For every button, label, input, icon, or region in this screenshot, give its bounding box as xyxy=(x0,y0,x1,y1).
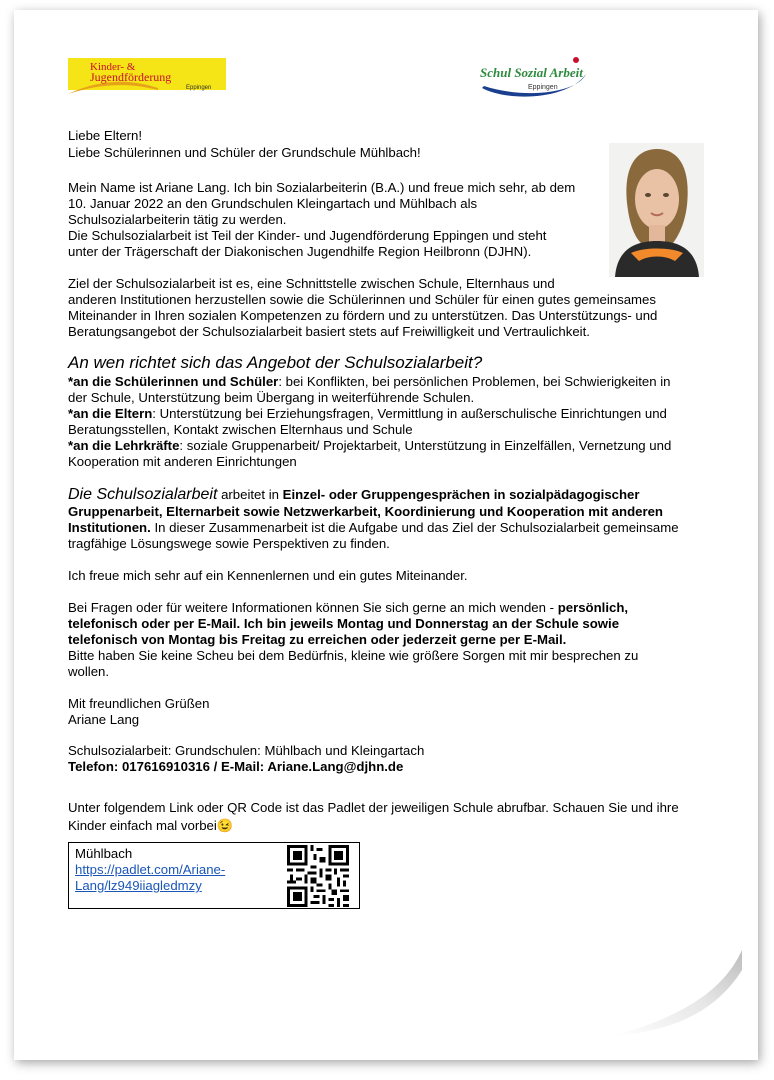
goal-line1: Ziel der Schulsozialarbeit ist es, eine Schnittstelle zwischen Schule, Elternhaus und xyxy=(68,276,555,291)
padlet-line2 xyxy=(68,818,233,834)
work-lead: Die Schulsozialarbeit xyxy=(68,486,218,503)
logo2-line1: Schul Sozial Arbeit xyxy=(480,65,583,80)
padlet-link-line1[interactable]: https://padlet.com/Ariane- xyxy=(75,862,226,877)
goal-line2: anderen Institutionen herzustellen sowie die Schülerinnen und Schüler für einen gutes gemeinsames xyxy=(68,292,656,307)
work-line3 xyxy=(68,520,679,536)
audience-students-line2: der Schule, Unterstützung beim Übergang in weiterführende Schulen. xyxy=(68,390,475,405)
work-l1-normal: arbeitet in xyxy=(217,487,283,502)
page-curl xyxy=(552,950,742,1040)
contact-line4: Bitte haben Sie keine Scheu bei dem Bedürfnis, kleine wie größere Sorgen mit mir besprechen zu xyxy=(68,648,639,663)
goal-line3: Miteinander in Ihren sozialen Kompetenzen zu fördern und zu unterstützen. Das Unterstützungs- und xyxy=(68,308,658,323)
greeting-line1: Liebe Eltern! xyxy=(68,128,143,143)
goal-line4: Beratungsangebot der Schulsozialarbeit basiert stets auf Freiwilligkeit und Vertraulichkeit. xyxy=(68,324,590,339)
contact-l1-bold: persönlich, xyxy=(557,600,629,615)
logo-line3: Eppingen xyxy=(186,85,212,91)
audience-parents-line2: Beratungsstellen, Kontakt zwischen Elternhaus und Schule xyxy=(68,422,413,437)
audience-students-line1 xyxy=(68,374,671,390)
footer-phone-email: Telefon: 017616910316 / E-Mail: Ariane.Lang@djhn.de xyxy=(68,759,404,774)
audience-parents-text: : Unterstützung bei Erziehungsfragen, Vermittlung in außerschulische Einrichtungen und xyxy=(152,406,667,421)
qr-code-icon[interactable] xyxy=(287,845,349,907)
wink-emoji-icon: 😉 xyxy=(216,818,234,833)
work-l3-normal: In dieser Zusammenarbeit ist die Aufgabe und das Ziel der Schulsozialarbeit gemeinsame xyxy=(150,520,679,535)
padlet-box-title: Mühlbach xyxy=(75,846,133,861)
padlet-line1: Unter folgendem Link oder QR Code ist das Padlet der jeweiligen Schule abrufbar. Schauen Sie und ihre xyxy=(68,800,679,815)
contact-line2: telefonisch oder per E-Mail. Ich bin jeweils Montag und Donnerstag an der Schule sowie xyxy=(68,616,620,631)
logo2-line2: Eppingen xyxy=(528,84,558,91)
meet-line: Ich freue mich sehr auf ein Kennenlernen und ein gutes Miteinander. xyxy=(68,568,468,583)
padlet-l2-text: Kinder einfach mal vorbei xyxy=(68,818,217,833)
intro-line2: 10. Januar 2022 an den Grundschulen Kleingartach und Mühlbach als xyxy=(68,196,478,211)
closing-name: Ariane Lang xyxy=(68,712,140,727)
work-line2: Gruppenarbeit, Elternarbeit sowie Netzwerkarbeit, Koordinierung und Kooperation mit anderen xyxy=(68,504,663,519)
padlet-box xyxy=(68,842,360,909)
work-l1-bold: Einzel- oder Gruppengesprächen in sozialpädagogischer xyxy=(282,487,640,502)
contact-l1-normal: Bei Fragen oder für weitere Informationen können Sie sich gerne an mich wenden - xyxy=(68,600,558,615)
work-line1 xyxy=(68,487,640,503)
audience-teachers-line2: Kooperation mit anderen Einrichtungen xyxy=(68,454,297,469)
intro-line1: Mein Name ist Ariane Lang. Ich bin Sozialarbeiterin (B.A.) und freue mich sehr, ab dem xyxy=(68,180,576,195)
audience-students-text: : bei Konflikten, bei persönlichen Problemen, bei Schwierigkeiten in xyxy=(278,374,671,389)
audience-teachers-label: *an die Lehrkräfte xyxy=(68,438,180,453)
contact-line5: wollen. xyxy=(68,664,110,679)
contact-line3: telefonisch von Montag bis Freitag zu erreichen oder jederzeit gerne per E-Mail. xyxy=(68,632,567,647)
audience-teachers-text: : soziale Gruppenarbeit/ Projektarbeit, Unterstützung in Einzelfällen, Vernetzung und xyxy=(179,438,672,453)
kinder-jugendfoerderung-logo xyxy=(68,58,226,94)
schulsozialarbeit-logo xyxy=(478,52,590,102)
intro-line4: Die Schulsozialarbeit ist Teil der Kinder- und Jugendförderung Eppingen und steht xyxy=(68,228,547,243)
padlet-link[interactable] xyxy=(75,862,225,894)
logo-line2: Jugendförderung xyxy=(90,70,172,84)
audience-heading: An wen richtet sich das Angebot der Schulsozialarbeit? xyxy=(68,353,483,372)
footer-schools: Schulsozialarbeit: Grundschulen: Mühlbach und Kleingartach xyxy=(68,743,425,758)
work-l3-bold: Institutionen. xyxy=(68,520,151,535)
audience-parents-label: *an die Eltern xyxy=(68,406,153,421)
padlet-link-line2[interactable]: Lang/lz949iiagledmzy xyxy=(75,878,202,893)
intro-line3: Schulsozialarbeiterin tätig zu werden. xyxy=(68,212,287,227)
logo-line1: Kinder- & xyxy=(90,61,136,73)
contact-line1 xyxy=(68,600,628,616)
greeting-line2: Liebe Schülerinnen und Schüler der Grundschule Mühlbach! xyxy=(68,145,421,160)
audience-parents-line1 xyxy=(68,406,667,422)
closing-regards: Mit freundlichen Grüßen xyxy=(68,696,210,711)
audience-students-label: *an die Schülerinnen und Schüler xyxy=(68,374,279,389)
audience-teachers-line1 xyxy=(68,438,671,454)
portrait-photo xyxy=(609,143,704,277)
work-line4: tragfähige Lösungswege sowie Perspektiven zu finden. xyxy=(68,536,390,551)
intro-line5: unter der Trägerschaft der Diakonischen Jugendhilfe Region Heilbronn (DJHN). xyxy=(68,244,532,259)
